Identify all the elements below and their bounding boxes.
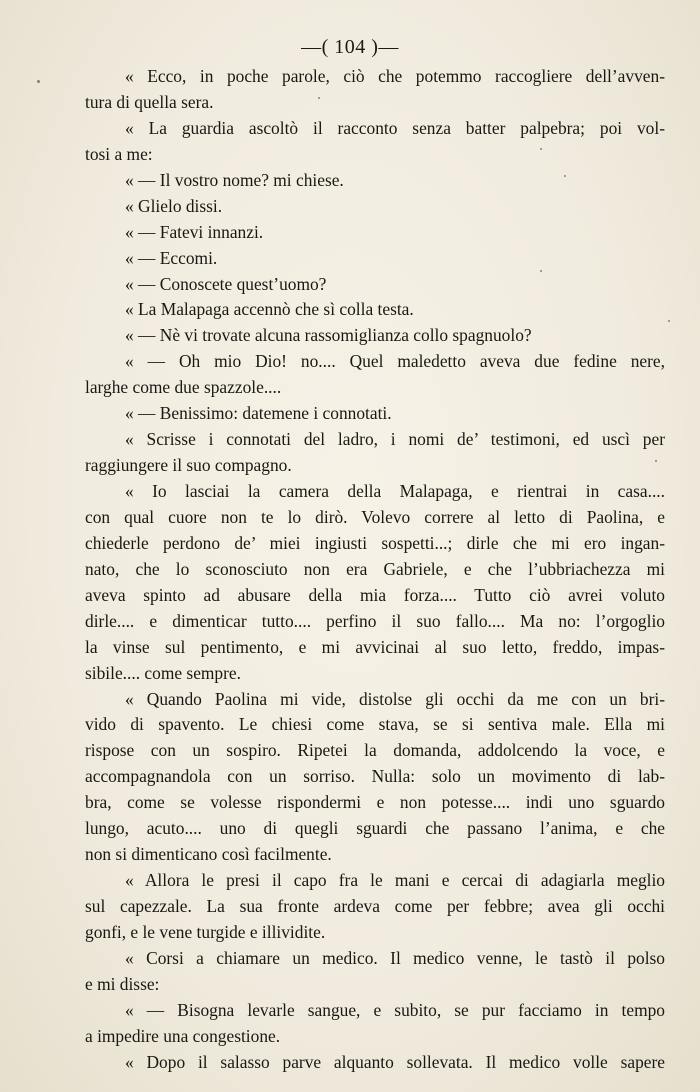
- text-line: « — Nè vi trovate alcuna rassomiglianza collo spagnuolo?: [125, 325, 532, 346]
- text-line: e mi disse:: [85, 973, 160, 994]
- text-line: larghe come due spazzole....: [85, 377, 282, 398]
- text-line: a impedire una congestione.: [85, 1025, 281, 1046]
- text-line: « Dopo il salasso parve alquanto sollevata. Il medico volle sapere: [125, 1051, 665, 1072]
- text-line: « La guardia ascoltò il racconto senza batter palpebra; poi vol-: [125, 117, 665, 138]
- text-line: gonfi, e le vene turgide e illividite.: [85, 921, 326, 942]
- text-line: « Io lasciai la camera della Malapaga, e rientrai in casa....: [125, 481, 665, 501]
- paper-speck: [318, 97, 320, 99]
- text-line: « Quando Paolina mi vide, distolse gli occhi da me con un bri-: [125, 688, 665, 709]
- text-line: sibile.... come sempre.: [85, 662, 241, 683]
- text-line: « Corsi a chiamare un medico. Il medico venne, le tastò il polso: [125, 947, 665, 968]
- text-line: tura di quella sera.: [85, 91, 214, 112]
- text-line: bra, come se volesse rispondermi e non potesse.... indi uno sguardo: [85, 792, 665, 813]
- text-line: « Ecco, in poche parole, ciò che potemmo raccogliere dell’avven-: [125, 66, 665, 86]
- text-line: « — Il vostro nome? mi chiese.: [125, 169, 344, 190]
- paper-speck: [655, 460, 657, 462]
- text-line: « — Bisogna levarle sangue, e subito, se pur facciamo in tempo: [125, 999, 665, 1020]
- text-line: « — Benissimo: datemene i connotati.: [125, 403, 392, 424]
- text-line: « Scrisse i connotati del ladro, i nomi de’ testimoni, ed uscì per: [125, 429, 665, 450]
- text-line: « — Eccomi.: [125, 247, 218, 268]
- paper-speck: [668, 320, 670, 322]
- body-text: [85, 64, 665, 1076]
- text-line: « Glielo dissi.: [125, 195, 223, 216]
- text-line: raggiungere il suo compagno.: [85, 455, 292, 476]
- paper-speck: [540, 148, 542, 150]
- text-line: aveva spinto ad abusare della mia forza.... Tutto ciò avrei voluto: [85, 584, 665, 605]
- paper-speck: [564, 175, 566, 177]
- text-line: rispose con un sospiro. Ripetei la domanda, addolcendo la voce, e: [85, 740, 665, 761]
- text-line: « — Oh mio Dio! no.... Quel maledetto aveva due fedine nere,: [125, 351, 665, 372]
- text-line: la vinse sul pentimento, e mi avvicinai al suo letto, freddo, impas-: [85, 636, 665, 657]
- text-line: sul capezzale. La sua fronte ardeva come per febbre; avea gli occhi: [85, 896, 665, 916]
- text-line: non si dimenticano così facilmente.: [85, 844, 332, 865]
- paper-speck: [37, 80, 40, 83]
- text-line: « Allora le presi il capo fra le mani e cercai di adagiarla meglio: [125, 870, 665, 891]
- text-line: vido di spavento. Le chiesi come stava, se si sentiva male. Ella mi: [85, 714, 665, 735]
- text-line: lungo, acuto.... uno di quegli sguardi che passano l’anima, e che: [85, 818, 665, 839]
- text-line: tosi a me:: [85, 143, 153, 164]
- text-line: dirle.... e dimenticar tutto.... perfino il suo fallo.... Ma no: l’orgoglio: [85, 610, 665, 631]
- text-line: con qual cuore non te lo dirò. Volevo correre al letto di Paolina, e: [85, 506, 665, 527]
- text-line: « La Malapaga accennò che sì colla testa.: [125, 299, 414, 320]
- paper-speck: [540, 270, 542, 272]
- text-line: nato, che lo sconosciuto non era Gabriele, e che l’ubbriachezza mi: [85, 558, 665, 579]
- text-line: « — Conoscete quest’uomo?: [125, 273, 327, 294]
- page-number: —( 104 )—: [301, 36, 399, 58]
- text-line: chiederle perdono de’ miei ingiusti sospetti...; dirle che mi ero ingan-: [85, 532, 665, 553]
- text-line: accompagnandola con un sorriso. Nulla: solo un movimento di lab-: [85, 766, 665, 787]
- text-line: « — Fatevi innanzi.: [125, 221, 264, 242]
